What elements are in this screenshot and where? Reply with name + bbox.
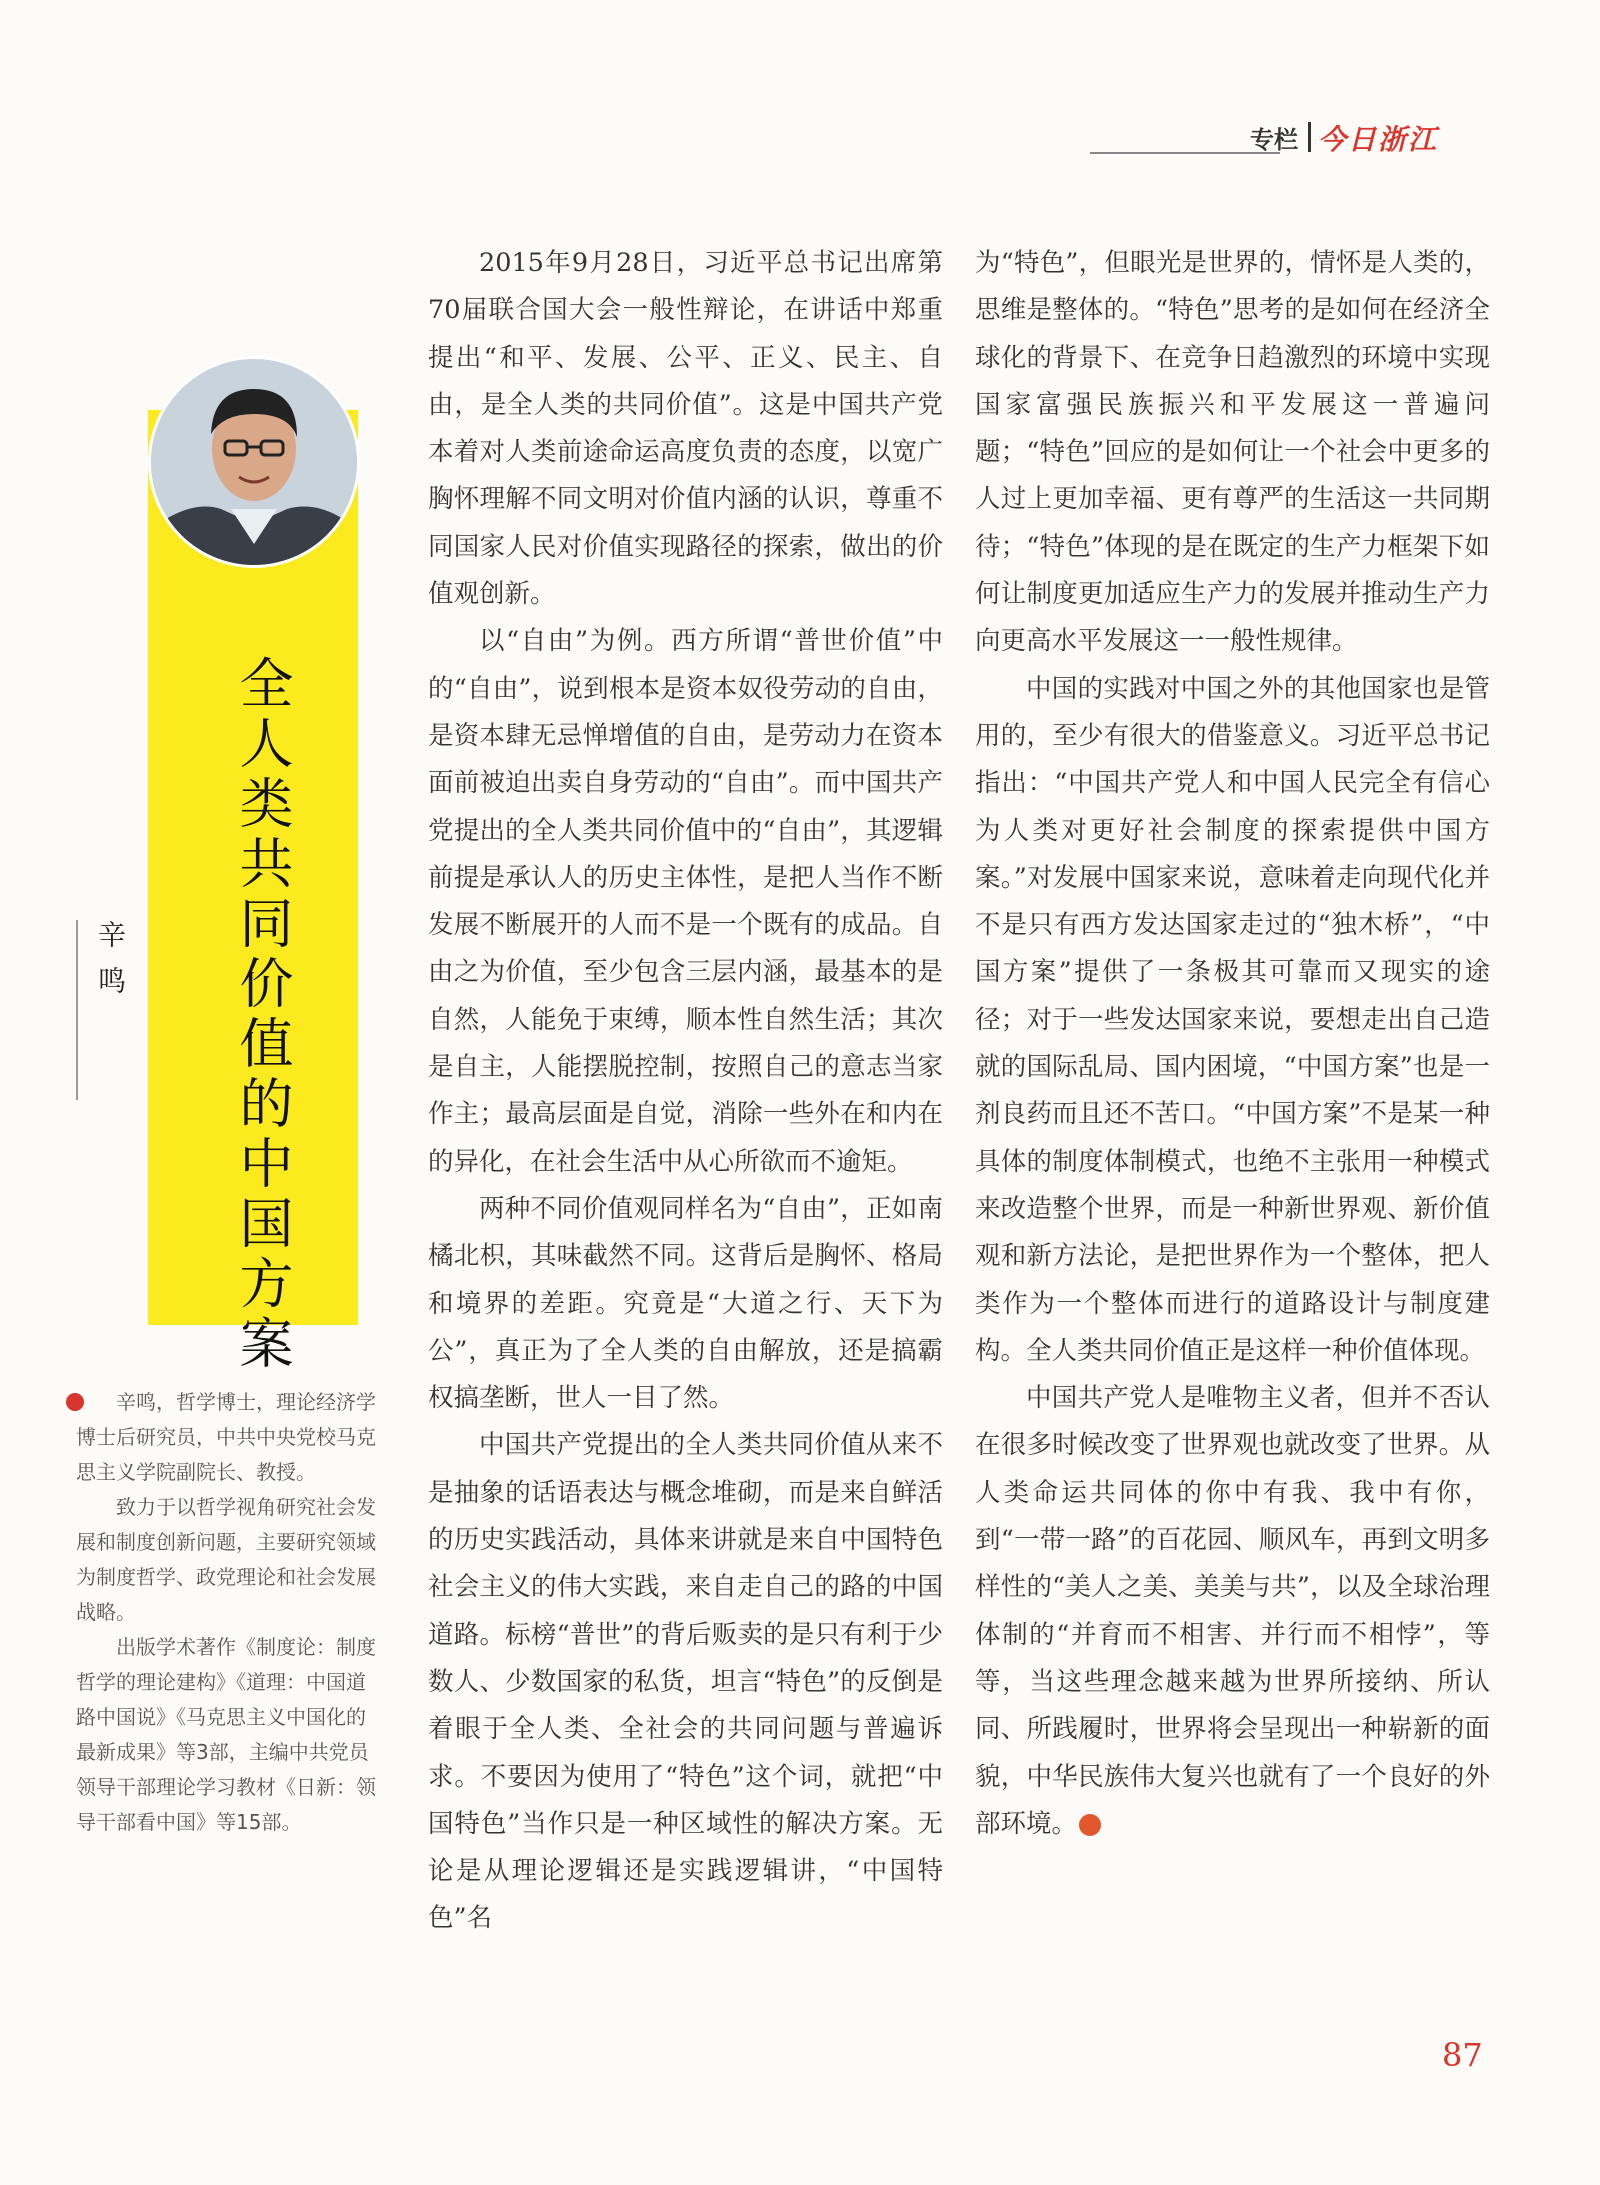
bio-paragraph: 致力于以哲学视角研究社会发展和制度创新问题，主要研究领域为制度哲学、政党理论和社会发展战略。 [76, 1495, 376, 1624]
body-paragraph: 以“自由”为例。西方所谓“普世价值”中的“自由”，说到根本是资本奴役劳动的自由，是资本肆无忌惮增值的自由，是劳动力在资本面前被迫出卖自身劳动的“自由”。而中国共产党提出的全人类共同价值中的“自由”，其逻辑前提是承认人的历史主体性，是把人当作不断发展不断展开的人而不是一个既有的成品。自由之为价值，至少包含三层内涵，最基本的是自然，人能免于束缚，顺本性自然生活；其次是自主，人能摆脱控制，按照自己的意志当家作主；最高层面是自觉，消除一些外在和内在的异化，在社会生活中从心所欲而不逾矩。 [428, 626, 943, 1177]
body-paragraph-final [975, 1375, 1490, 1848]
author-bio [76, 1385, 378, 1840]
page-number: 87 [1442, 2036, 1483, 2074]
body-paragraph: 中国的实践对中国之外的其他国家也是管用的，至少有很大的借鉴意义。习近平总书记指出：“中国共产党人和中国人民完全有信心为人类对更好社会制度的探索提供中国方案。”对发展中国家来说，意味着走向现代化并不是只有西方发达国家走过的“独木桥”，“中国方案”提供了一条极其可靠而又现实的途径；对于一些发达国家来说，要想走出自己造就的国际乱局、国内困境，“中国方案”也是一剂良药而且还不苦口。“中国方案”不是某一种具体的制度体制模式，也绝不主张用一种模式来改造整个世界，而是一种新世界观、新价值观和新方法论，是把世界作为一个整体，把人类作为一个整体而进行的道路设计与制度建构。全人类共同价值正是这样一种价值体现。 [975, 673, 1490, 1366]
body-paragraph: 中国共产党提出的全人类共同价值从来不是抽象的话语表达与概念堆砌，而是来自鲜活的历史实践活动，具体来讲就是来自中国特色社会主义的伟大实践，来自走自己的路的中国道路。标榜“普世”的背后贩卖的是只有利于少数人、少数国家的私货，坦言“特色”的反倒是着眼于全人类、全社会的共同问题与普遍诉求。不要因为使用了“特色”这个词，就把“中国特色”当作只是一种区域性的解决方案。无论是从理论逻辑还是实践逻辑讲，“中国特色”名 [428, 1430, 943, 1934]
author-portrait [148, 356, 360, 568]
magazine-logo: 今日浙江 [1318, 123, 1439, 156]
author-rule [76, 920, 78, 1100]
body-paragraph: 两种不同价值观同样名为“自由”，正如南橘北枳，其味截然不同。这背后是胸怀、格局和境界的差距。究竟是“大道之行、天下为公”，真正为了全人类的自由解放，还是搞霸权搞垄断，世人一目了然。 [428, 1193, 943, 1414]
header-section-label: 专栏 [1250, 126, 1298, 154]
author-name: 辛鸣 [94, 920, 127, 1012]
article-title: 全人类共同价值的中国方案 [231, 655, 294, 1375]
body-paragraph: 2015年9月28日，习近平总书记出席第70届联合国大会一般性辩论，在讲话中郑重提出“和平、发展、公平、正义、民主、自由，是全人类的共同价值”。这是中国共产党本着对人类前途命运高度负责的态度，以宽广胸怀理解不同文明对价值内涵的认识，尊重不同国家人民对价值实现路径的探索，做出的价值观创新。 [428, 248, 943, 610]
article-column-1 [428, 240, 943, 1943]
body-paragraph-text: 中国共产党人是唯物主义者，但并不否认在很多时候改变了世界观也就改变了世界。从人类命运共同体的你中有我、我中有你，到“一带一路”的百花园、顺风车，再到文明多样性的“美人之美、美美与共”，以及全球治理体制的“并育而不相害、并行而不相悖”，等等，当这些理念越来越为世界所接纳、所认同、所践履时，世界将会呈现出一种崭新的面貌，中华民族伟大复兴也就有了一个良好的外部环境。 [975, 1383, 1490, 1839]
bio-paragraph: 出版学术著作《制度论：制度哲学的理论建构》《道理：中国道路中国说》《马克思主义中国化的最新成果》等3部，主编中共党员领导干部理论学习教材《日新：领导干部看中国》等15部。 [76, 1635, 376, 1834]
header-divider [1308, 122, 1311, 152]
end-mark-icon [1079, 1814, 1101, 1836]
author-photo-icon [151, 359, 357, 565]
bio-paragraph: 辛鸣，哲学博士，理论经济学博士后研究员，中共中央党校马克思主义学院副院长、教授。 [76, 1390, 376, 1484]
body-paragraph: 为“特色”，但眼光是世界的，情怀是人类的，思维是整体的。“特色”思考的是如何在经济全球化的背景下、在竞争日趋激烈的环境中实现国家富强民族振兴和平发展这一普遍问题；“特色”回应的是如何让一个社会中更多的人过上更加幸福、更有尊严的生活这一共同期待；“特色”体现的是在既定的生产力框架下如何让制度更加适应生产力的发展并推动生产力向更高水平发展这一一般性规律。 [975, 248, 1490, 657]
article-column-2 [975, 240, 1490, 1848]
